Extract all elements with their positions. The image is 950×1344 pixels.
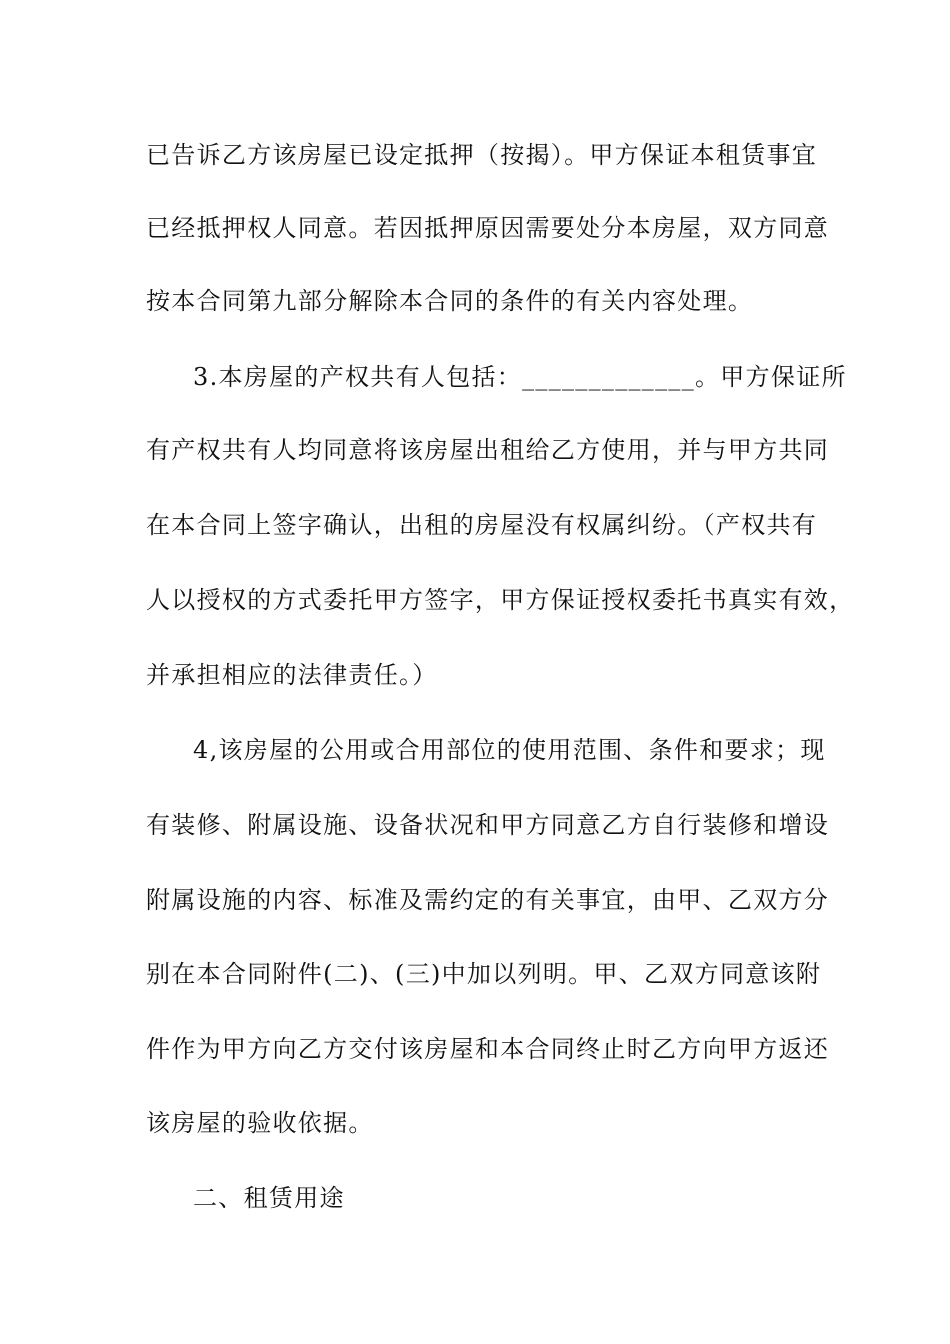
text-line-3: 按本合同第九部分解除本合同的条件的有关内容处理。 xyxy=(146,287,754,315)
text-line-13: 件作为甲方向乙方交付该房屋和本合同终止时乙方向甲方返还 xyxy=(146,1035,830,1063)
text-line-5: 有产权共有人均同意将该房屋出租给乙方使用，并与甲方共同 xyxy=(146,436,830,464)
section-heading: 二、租赁用途 xyxy=(193,1184,345,1212)
text-line-4: 3.本房屋的产权共有人包括：_____________。甲方保证所 xyxy=(193,363,847,391)
text-line-12: 别在本合同附件(二)、(三)中加以列明。甲、乙双方同意该附 xyxy=(146,960,822,988)
text-line-6: 在本合同上签字确认，出租的房屋没有权属纠纷。（产权共有 xyxy=(146,511,818,539)
text-line-9: 4,该房屋的公用或合用部位的使用范围、条件和要求；现 xyxy=(193,736,826,764)
text-line-1: 已告诉乙方该房屋已设定抵押（按揭）。甲方保证本租赁事宜 xyxy=(146,141,818,169)
text-line-8: 并承担相应的法律责任。） xyxy=(146,661,438,689)
text-line-14: 该房屋的验收依据。 xyxy=(146,1109,374,1137)
text-line-7: 人以授权的方式委托甲方签字，甲方保证授权委托书真实有效， xyxy=(146,586,855,614)
text-line-11: 附属设施的内容、标准及需约定的有关事宜，由甲、乙双方分 xyxy=(146,886,830,914)
text-line-2: 已经抵押权人同意。若因抵押原因需要处分本房屋，双方同意 xyxy=(146,214,830,242)
text-line-10: 有装修、附属设施、设备状况和甲方同意乙方自行装修和增设 xyxy=(146,811,830,839)
